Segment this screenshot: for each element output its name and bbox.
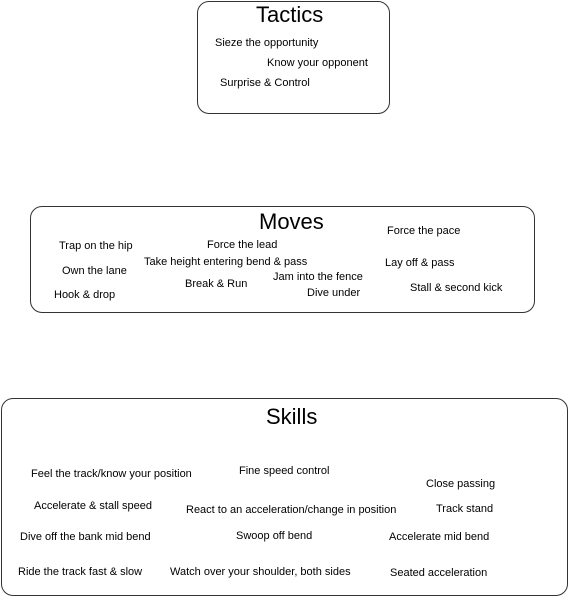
skills-item: React to an acceleration/change in position [186,504,397,516]
tactics-item: Surprise & Control [220,77,310,89]
moves-title: Moves [259,209,324,234]
moves-item: Own the lane [62,265,127,277]
moves-item: Hook & drop [54,289,116,301]
skills-item: Watch over your shoulder, both sides [170,566,351,578]
tactics-item: Know your opponent [267,57,368,69]
skills-item: Track stand [436,503,494,515]
moves-item: Trap on the hip [59,240,133,252]
tactics-title: Tactics [256,2,324,27]
skills-item: Fine speed control [239,465,330,477]
skills-item: Seated acceleration [390,567,488,579]
moves-item: Force the lead [207,239,278,251]
skills-item: Accelerate mid bend [389,531,490,543]
skills-item: Accelerate & stall speed [34,500,153,512]
skills-item: Close passing [426,478,496,490]
skills-title: Skills [266,404,318,429]
moves-item: Take height entering bend & pass [144,256,308,268]
moves-item: Lay off & pass [385,257,455,269]
skills-item: Feel the track/know your position [31,468,192,480]
moves-item: Dive under [307,287,361,299]
skills-item: Dive off the bank mid bend [20,531,151,543]
skills-item: Swoop off bend [236,530,313,542]
tactics-item: Sieze the opportunity [215,37,319,49]
skills-item: Ride the track fast & slow [18,566,143,578]
moves-item: Force the pace [387,225,461,237]
moves-item: Break & Run [185,278,248,290]
moves-item: Stall & second kick [410,282,503,294]
moves-item: Jam into the fence [273,271,363,283]
